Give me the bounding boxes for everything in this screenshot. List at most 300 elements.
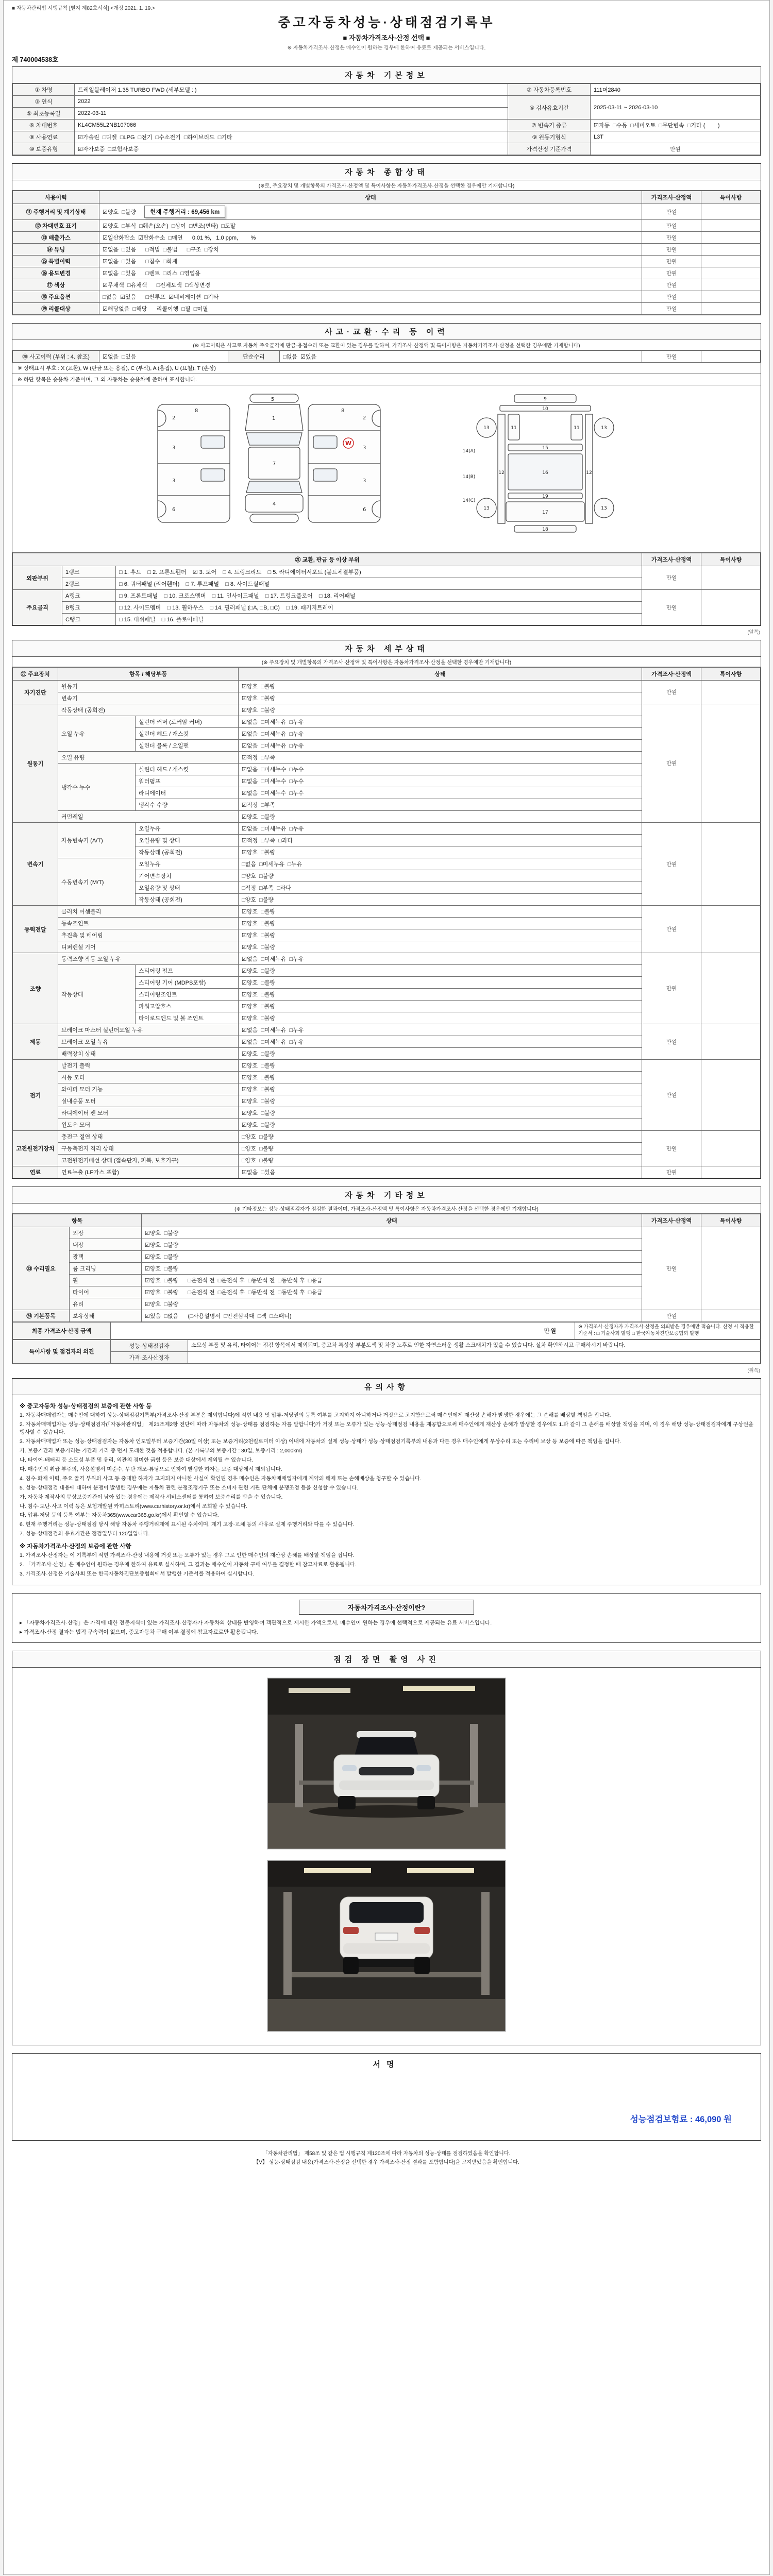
cell-group: 주요골격 <box>13 590 62 625</box>
notice-item: 2. 자동차매매업자는 성능·상태점검자(「자동차관리법」 제21조제2항 전단에 따라 자동차의 성능·상태를 점검하는 자를 말합니다)가 거짓 또는 오류가 있는 성능·상태점검 내용을 제공함으로써 매수인에게 재산상 손해가 발생한 경우에도 1.과 같이 그 손해를 배상할 책임을 지며, 이 경우 해당 성능·상태점검자에게 구상권을 행사할 수 있습니다. <box>20 1421 753 1435</box>
column-header: 사용이력 <box>13 191 99 204</box>
final-amount-label: 최종 가격조사·산정 금액 <box>13 1323 111 1340</box>
svg-text:W: W <box>345 440 352 447</box>
cell-state: ☑없음 □있음 □적법 □불법 □구조 □장치 <box>99 244 642 256</box>
cell-group: ⑲ 리콜대상 <box>13 303 99 315</box>
table-row <box>13 1060 761 1072</box>
section-title-notice: 유의사항 <box>12 1379 761 1395</box>
table-row <box>13 704 761 716</box>
column-header: 항목 <box>13 1214 142 1227</box>
svg-text:14(A): 14(A) <box>462 449 476 454</box>
fuel-checkboxes: ☑가솔린 □디젤 □LPG □전기 □수소전기 □하이브리드 □기타 <box>75 131 508 143</box>
simple-repair-state: □없음 ☑있음 <box>280 351 642 363</box>
cell-price: 만원 <box>642 1166 701 1178</box>
base-price-label: 가격산정 기준가격 <box>508 143 591 155</box>
cell-price: 만원 <box>642 204 701 220</box>
cell-state: ☑무채색 □유채색 □전체도색 □색상변경 <box>99 279 642 291</box>
cell-item: 타이어 <box>70 1286 142 1298</box>
notice-item: 가. 보증기간과 보증거리는 기간과 거리 중 먼저 도래한 것을 적용합니다. (본 기록부의 보증기간 : 30일, 보증거리 : 2,000km) <box>20 1448 303 1454</box>
cell-price: 만원 <box>642 267 701 279</box>
cell-state: □적정 □부족 □과다 <box>239 882 642 894</box>
cell-item: 클러치 어셈블리 <box>58 906 239 918</box>
exterior-panel-diagram <box>125 392 413 546</box>
cell-item: 변속기 <box>58 692 239 704</box>
cell-state: ☑없음 □있음 □침수 □화재 <box>99 256 642 267</box>
notice-item: 5. 성능·상태점검 내용에 대하여 분쟁이 발생한 경우에는 자동차 관련 분쟁조정기구 또는 소비자 관련 기관·단체에 분쟁조정 등을 신청할 수 있습니다. <box>20 1485 358 1491</box>
svg-text:16: 16 <box>542 470 548 476</box>
cell-item: 작동상태 (공회전) <box>58 704 239 716</box>
cell-state: □양호 □불량 <box>239 870 642 882</box>
document-header <box>12 12 761 51</box>
cell-note <box>701 232 761 244</box>
svg-text:19: 19 <box>542 494 548 499</box>
cell-sub: 스티어링조인트 <box>136 989 239 1001</box>
cell-group: ⑬ 배출가스 <box>13 232 99 244</box>
cell-item: 오일 유량 <box>58 752 239 764</box>
cell-price: 만원 <box>642 1024 701 1060</box>
notice-item: 가. 자동차 제작사의 무상보증기간이 남아 있는 경우에는 제작사 서비스센터를 통하여 보증수리를 받을 수 있습니다. <box>20 1494 283 1500</box>
damage-code-legend: ※ 상태표시 부호 : X (교환), W (판금 또는 용접), C (부식), A (흠집), U (요철), T (손상) <box>12 363 761 374</box>
cell-state: ☑양호 □불량 <box>239 929 642 941</box>
etc-table <box>12 1214 761 1322</box>
cell-price: 만원 <box>642 256 701 267</box>
cell-state: ☑양호 □불량 □운전석 전 □운전석 후 □동반석 전 □동반석 후 □응급 <box>142 1286 642 1298</box>
section-note-etc: (※ 기타정보는 성능·상태점검자가 점검한 결과이며, 가격조사·산정액 및 특이사항은 자동차가격조사·산정을 선택한 경우에만 기재합니다) <box>12 1204 761 1214</box>
cell-state: ☑양호 □불량 <box>239 704 642 716</box>
cell-item: 시동 모터 <box>58 1072 239 1083</box>
section-title-etc: 자동차 기타정보 <box>12 1187 761 1204</box>
cell-item: 자동변속기 (A/T) <box>58 823 136 858</box>
cell-state: □없음 ☑있음 □썬루프 ☑네비게이션 □기타 <box>99 291 642 303</box>
cell-state: ☑양호 □불량 현재 주행거리 : 69,456 km <box>99 204 642 220</box>
cell-price: 만원 <box>642 953 701 1024</box>
notice-item: 2. 「가격조사·산정」은 매수인이 원하는 경우에 한하여 유료로 실시하며, 그 결과는 매수인이 자동차 구매 여부를 결정할 때 참고자료로 활용됩니다. <box>20 1562 357 1568</box>
cell-sub: 오일유량 및 상태 <box>136 835 239 846</box>
accident-history-state: ☑없음 □있음 <box>99 351 228 363</box>
svg-text:13: 13 <box>601 426 607 431</box>
cell-price: 만원 <box>642 681 701 704</box>
footer-line-2: 【V】 성능·상태점검 내용(가격조사·산정을 선택한 경우 가격조사·산정 결과를 포함합니다)을 고지받았음을 확인합니다. <box>254 2160 519 2166</box>
table-row <box>13 96 761 108</box>
section-etc-info <box>12 1187 761 1364</box>
notice-block1-title: ※ 중고자동차 성능·상태점검의 보증에 관한 사항 등 <box>20 1403 152 1410</box>
frame-structure-diagram <box>442 392 648 546</box>
cell-note <box>701 704 761 823</box>
cell-state: ☑양호 □불량 <box>239 977 642 989</box>
cell-price: 만원 <box>642 590 701 625</box>
cell-sub: 냉각수 수량 <box>136 799 239 811</box>
cell-state: □양호 □불량 <box>239 1155 642 1166</box>
first-registration-label: ⑤ 최초등록일 <box>13 108 75 120</box>
notice-item: 1. 자동차매매업자는 매수인에 대하여 성능·상태점검기록부(가격조사·산정 부분은 제외합니다)에 적힌 내용 및 압류·저당권의 등록 여부를 고지하지 아니하거나 거짓으로 고지함으로써 매수인에게 재산상 손해가 발생한 경우에는 그 손해를 배상할 책임을 집니다. <box>20 1412 611 1418</box>
cell-note <box>701 256 761 267</box>
cell-item: 동력조향 작동 오일 누유 <box>58 953 239 965</box>
cell-item: 보유상태 <box>70 1310 142 1322</box>
section-title-basic: 자동차 기본정보 <box>12 67 761 83</box>
table-row <box>13 1227 761 1239</box>
notice-item: ▸ 가격조사·산정 결과는 법적 구속력이 없으며, 중고자동차 구매 여부 결정에 참고자료로만 활용됩니다. <box>20 1629 258 1635</box>
cell-item: 배력장치 상태 <box>58 1048 239 1060</box>
photo-rear-lift <box>268 1861 505 2031</box>
inspection-period-value: 2025-03-11 ~ 2026-03-10 <box>591 96 761 120</box>
cell-note <box>701 906 761 953</box>
cell-price: 만원 <box>642 220 701 232</box>
price-survey-note: ※ 자동차가격조사·산정은 매수인이 원하는 경우에 한하여 유료로 제공되는 서비스입니다. <box>287 45 486 51</box>
section-note-comprehensive: (※로, 주요장치 및 개별항목의 가격조사·산정액 및 특이사항은 자동차가격조사·산정을 선택한 경우에만 기재합니다) <box>12 180 761 191</box>
base-price-value: 만원 <box>591 143 761 155</box>
svg-text:7: 7 <box>272 461 276 467</box>
section-comprehensive-state <box>12 163 761 315</box>
cell-state: ☑양호 □불량 <box>239 681 642 692</box>
cell-group: 외판부위 <box>13 566 62 590</box>
column-header: 상태 <box>99 191 642 204</box>
cell-item: 구동축전지 격리 상태 <box>58 1143 239 1155</box>
notice-item: 다. 압류·저당 등의 등록 여부는 자동차365(www.car365.go.kr)에서 확인할 수 있습니다. <box>20 1513 219 1519</box>
cell-item: 연료누출 (LP가스 포함) <box>58 1166 239 1178</box>
table-row <box>13 566 761 578</box>
warranty-type-checkboxes: ☑자가보증 □보험사보증 <box>75 143 508 155</box>
cell-item: 유리 <box>70 1298 142 1310</box>
basic-info-table <box>12 83 761 155</box>
cell-group: 자기진단 <box>13 681 58 704</box>
opinion-label: 특이사항 및 점검자의 의견 <box>13 1340 111 1363</box>
cell-sub: 작동상태 (공회전) <box>136 894 239 906</box>
section-signature <box>12 2053 761 2141</box>
cell-note <box>701 1024 761 1060</box>
cell-group: 고전원전기장치 <box>13 1131 58 1166</box>
cell-state: ☑없음 □있음 □렌트 □리스 □영업용 <box>99 267 642 279</box>
document-sheet <box>3 0 770 2575</box>
cell-price: 만원 <box>642 566 701 590</box>
header-row <box>13 1214 761 1227</box>
table-row <box>13 220 761 232</box>
cell-price: 만원 <box>642 823 701 906</box>
inspection-photo-rear <box>267 1860 506 2031</box>
footer-line-1: 「자동차관리법」 제58조 및 같은 법 시행규칙 제120조에 따라 자동차의 성능·상태를 점검하였음을 확인합니다. <box>262 2151 511 2157</box>
cell-note <box>701 1166 761 1178</box>
cell-price: 만원 <box>642 704 701 823</box>
section-title-accident: 사고·교환·수리 등 이력 <box>12 324 761 340</box>
document-number: 제 740004538호 <box>12 56 59 63</box>
cell-state: ☑없음 □미세누수 □누수 <box>239 764 642 775</box>
cell-note <box>701 566 761 590</box>
cell-state: ☑양호 □불량 <box>142 1263 642 1275</box>
cell-sub: 스티어링 펌프 <box>136 965 239 977</box>
cell-group: ⑮ 특별이력 <box>13 256 99 267</box>
svg-text:4: 4 <box>272 501 276 507</box>
table-row <box>13 204 761 220</box>
cell-state: ☑없음 □미세누유 □누유 <box>239 728 642 740</box>
cell-price: 만원 <box>642 906 701 953</box>
cell-state: ☑없음 □미세누유 □누유 <box>239 740 642 752</box>
cell-note <box>701 303 761 315</box>
section-title-comprehensive: 자동차 종합상태 <box>12 164 761 180</box>
page-marker-back: (뒤쪽) <box>747 1367 760 1374</box>
cell-state: ☑양호 □불량 <box>239 692 642 704</box>
fuel-label: ⑧ 사용연료 <box>13 131 75 143</box>
cell-item: 내장 <box>70 1239 142 1251</box>
cell-item: 브레이크 마스터 실린더오일 누유 <box>58 1024 239 1036</box>
cell-group: ㉓ 수리필요 <box>13 1227 70 1310</box>
cell-state: □없음 □미세누유 □누유 <box>239 858 642 870</box>
cell-sub: 기어변속장치 <box>136 870 239 882</box>
section-accident-history <box>12 323 761 626</box>
cell-state: ☑양호 □불량 <box>239 1048 642 1060</box>
cell-sub: 실린더 헤드 / 개스킷 <box>136 764 239 775</box>
opinion-table <box>12 1340 761 1364</box>
cell-note <box>701 590 761 625</box>
table-row <box>13 291 761 303</box>
table-row <box>13 1323 761 1340</box>
table-row <box>13 953 761 965</box>
accident-history-table <box>12 350 761 363</box>
section-title-detail: 자동차 세부상태 <box>12 640 761 657</box>
cell-item: 충전구 절연 상태 <box>58 1131 239 1143</box>
table-row <box>13 681 761 692</box>
cell-state: ☑양호 □불량 <box>239 1095 642 1107</box>
cell-price: 만원 <box>642 244 701 256</box>
svg-text:6: 6 <box>363 507 366 513</box>
cell-state: ☑양호 □불량 <box>239 1060 642 1072</box>
cell-state: ☑양호 □불량 <box>142 1239 642 1251</box>
notice-item: 1. 가격조사·산정자는 이 기록부에 적힌 가격조사·산정 내용에 거짓 또는 오류가 있는 경우 그로 인한 매수인의 재산상 손해를 배상할 책임을 집니다. <box>20 1552 355 1558</box>
vin-value: KL4CM55L2NB107066 <box>75 120 508 131</box>
section-detail-state <box>12 640 761 1179</box>
cell-item: 디퍼렌셜 기어 <box>58 941 239 953</box>
cell-price: 만원 <box>642 1131 701 1166</box>
table-row <box>13 351 761 363</box>
cell-state: ☑양호 □불량 <box>239 811 642 823</box>
column-header: 항목 / 해당부품 <box>58 668 239 681</box>
cell-item: 원동기 <box>58 681 239 692</box>
car-name-label: ① 차명 <box>13 84 75 96</box>
cell-state: ☑없음 □있음 <box>239 1166 642 1178</box>
table-row <box>13 303 761 315</box>
column-header: 가격조사·산정액 <box>642 191 701 204</box>
table-row <box>13 256 761 267</box>
cell-price: 만원 <box>642 303 701 315</box>
page-marker-front: (앞쪽) <box>747 630 760 635</box>
opinion-text-inspector: 소모성 부품 및 유리, 타이어는 점검 항목에서 제외되며, 중고차 특성상 부분도색 및 차량 노후로 인한 자연스러운 생활 스크래치가 있을 수 있습니다. 실차 확인하시고 구매하시기 바랍니다. <box>188 1340 761 1351</box>
cell-item: 윈도우 모터 <box>58 1119 239 1131</box>
notice-item: 3. 자동차매매업자 또는 성능·상태점검자는 자동차 인도일부터 보증기간(30일 이상) 또는 보증거리(2천킬로미터 이상) 이내에 자동차의 실제 성능·상태가 성능·상태점검기록부의 내용과 다른 경우 매수인에게 무상수리 또는 수리비 보상 등 보증에 따른 책임을 집니다. <box>20 1438 621 1445</box>
detail-table <box>12 667 761 1178</box>
engine-type-value: L3T <box>591 131 761 143</box>
first-registration-value: 2022-03-11 <box>75 108 508 120</box>
cell-group: ⑱ 주요옵션 <box>13 291 99 303</box>
cell-state: □양호 □불량 <box>239 894 642 906</box>
cell-item: 광택 <box>70 1251 142 1263</box>
notice-item: 3. 가격조사·산정은 기술사회 또는 한국자동차진단보증협회에서 발행한 기준서를 적용하여 실시합니다. <box>20 1571 255 1577</box>
transmission-label: ⑦ 변속기 종류 <box>508 120 591 131</box>
cell-item: 추진축 및 베어링 <box>58 929 239 941</box>
cell-item: 수동변속기 (M/T) <box>58 858 136 906</box>
cell-group: 원동기 <box>13 704 58 823</box>
pricedef-paragraphs <box>20 1619 753 1637</box>
table-row <box>13 590 761 602</box>
svg-text:3: 3 <box>172 478 176 484</box>
cell-item: C랭크 <box>62 614 116 625</box>
cell-sub: 파워고압호스 <box>136 1001 239 1012</box>
cell-item: 외장 <box>70 1227 142 1239</box>
signature-body <box>12 2054 761 2140</box>
cell-sub: 오일누유 <box>136 858 239 870</box>
cell-state: ☑양호 □불량 <box>239 1072 642 1083</box>
cell-item: A랭크 <box>62 590 116 602</box>
cell-item: 고전원전기배선 상태 (접속단자, 피복, 보호기구) <box>58 1155 239 1166</box>
svg-text:13: 13 <box>483 426 490 431</box>
cell-group: 변속기 <box>13 823 58 906</box>
cell-group: ㉔ 기본품목 <box>13 1310 70 1322</box>
cell-state: ☑양호 □불량 <box>239 965 642 977</box>
cell-note <box>701 244 761 256</box>
cell-state: □양호 □불량 <box>239 1143 642 1155</box>
column-header: 가격조사·산정액 <box>642 553 701 566</box>
cell-state: ☑양호 □불량 <box>239 1001 642 1012</box>
cell-note <box>701 681 761 704</box>
vin-label: ⑥ 차대번호 <box>13 120 75 131</box>
cell-item: 작동상태 <box>58 965 136 1024</box>
column-header: 특이사항 <box>701 553 761 566</box>
model-year-label: ③ 연식 <box>13 96 75 108</box>
table-row <box>13 823 761 835</box>
svg-text:11: 11 <box>574 426 580 431</box>
svg-text:2: 2 <box>172 415 176 421</box>
opinion-role-inspector: 성능·상태점검자 <box>111 1340 188 1351</box>
engine-type-label: ⑨ 원동기형식 <box>508 131 591 143</box>
table-row <box>13 279 761 291</box>
cell-sub: 스티어링 기어 (MDPS포함) <box>136 977 239 989</box>
cell-state: □ 9. 프론트패널 □ 10. 크로스멤버 □ 11. 인사이드패널 □ 17. 트렁크플로어 □ 18. 리어패널 <box>116 590 642 602</box>
svg-text:15: 15 <box>542 446 548 451</box>
table-row <box>13 1131 761 1143</box>
cell-sub: 실린더 커버 (로커암 커버) <box>136 716 239 728</box>
opinion-text-appraiser <box>188 1351 761 1363</box>
parts-table <box>12 553 761 625</box>
table-row <box>13 1351 761 1363</box>
cell-group: ⑪ 주행거리 및 계기상태 <box>13 204 99 220</box>
opinion-role-appraiser: 가격·조사산정자 <box>111 1351 188 1363</box>
table-row <box>13 1310 761 1322</box>
cell-item: 와이퍼 모터 기능 <box>58 1083 239 1095</box>
cell-group: ⑫ 차대번호 표기 <box>13 220 99 232</box>
cell-item: 실내송풍 모터 <box>58 1095 239 1107</box>
table-row <box>13 267 761 279</box>
damage-marker-w <box>343 438 354 448</box>
document-title: 중고자동차성능·상태점검기록부 <box>278 15 495 30</box>
section-price-survey-definition <box>12 1593 761 1643</box>
cell-sub: 실린더 블록 / 오일팬 <box>136 740 239 752</box>
pricedef-title: 자동차가격조사·산정이란? <box>299 1600 474 1615</box>
price-survey-select-label: ■ 자동차가격조사·산정 선택 ■ <box>343 34 430 42</box>
cell-state: ☑적정 □부족 <box>239 752 642 764</box>
notice-item: ▸ 「자동차가격조사·산정」은 가격에 대한 전문지식이 있는 가격조사·산정자가 자동차의 상태를 반영하여 객관적으로 제시한 가액으로서, 매수인이 원하는 경우에 선택적으로 제공되는 유료 서비스입니다. <box>20 1619 492 1626</box>
cell-group: 조향 <box>13 953 58 1024</box>
cell-sub: 타이로드엔드 및 볼 조인트 <box>136 1012 239 1024</box>
cell-group: ⑯ 용도변경 <box>13 267 99 279</box>
cell-sub: 오일누유 <box>136 823 239 835</box>
table-row <box>13 1340 761 1351</box>
table-row <box>13 131 761 143</box>
transmission-checkboxes: ☑자동 □수동 □세미오토 □무단변속 □기타 ( ) <box>591 120 761 131</box>
cell-note <box>701 291 761 303</box>
cell-price: 만원 <box>642 1227 701 1310</box>
table-row <box>13 143 761 155</box>
svg-text:13: 13 <box>483 506 490 511</box>
cell-state: ☑양호 □부식 □훼손(오손) □상이 □변조(변타) □도말 <box>99 220 642 232</box>
photo-front-lift <box>268 1679 505 1849</box>
cell-note <box>701 953 761 1024</box>
cell-note <box>701 220 761 232</box>
cell-sub: 실린더 헤드 / 개스킷 <box>136 728 239 740</box>
insurance-fee: 성능점검보험료 : 46,090 원 <box>630 2115 732 2125</box>
cell-state: ☑해당없음 □해당 리콜이행 □필 □미필 <box>99 303 642 315</box>
cell-state: ☑없음 □미세누유 □누유 <box>239 1036 642 1048</box>
notice-item: 4. 침수·화재 이력, 주요 골격 부위의 사고 등 중대한 하자가 고지되지 아니한 사실이 확인된 경우 매수인은 자동차매매업자에게 계약의 해제 또는 손해배상을 청구할 수 있습니다. <box>20 1476 422 1482</box>
cell-price: 만원 <box>642 1310 701 1322</box>
column-header: 가격조사·산정액 <box>642 1214 701 1227</box>
damage-code-legend-2: ※ 하단 항목은 승용차 기준이며, 그 외 자동차는 승용차에 준하여 표시합니다. <box>12 374 761 385</box>
cell-state: ☑양호 □불량 <box>142 1251 642 1263</box>
table-row <box>13 1024 761 1036</box>
cell-state: ☑적정 □부족 <box>239 799 642 811</box>
table-row <box>13 120 761 131</box>
table-row <box>13 244 761 256</box>
cell-item: 브레이크 오일 누유 <box>58 1036 239 1048</box>
svg-text:3: 3 <box>172 445 176 451</box>
cell-state: ☑양호 □불량 <box>239 1012 642 1024</box>
cell-note <box>701 351 761 363</box>
cell-note <box>701 1131 761 1166</box>
svg-text:8: 8 <box>195 408 198 414</box>
notice-body <box>12 1395 761 1585</box>
header-row <box>13 191 761 204</box>
cell-item: 1랭크 <box>62 566 116 578</box>
cell-state: ☑있음 □없음 (□사용설명서 □안전삼각대 □잭 □스패너) <box>142 1310 642 1322</box>
cell-state: ☑없음 □미세누유 □누유 <box>239 1024 642 1036</box>
table-row <box>13 84 761 96</box>
svg-text:2: 2 <box>363 415 366 421</box>
notice-block2-title: ※ 자동차가격조사·산정의 보증에 관한 사항 <box>20 1543 131 1550</box>
notice-block1 <box>20 1412 753 1538</box>
cell-state: ☑일산화탄소 ☑탄화수소 □매연 0.01 %, 1.0 ppm, % <box>99 232 642 244</box>
section-note-accident: (※ 사고이력은 사고로 자동차 주요골격에 판금·용접수리 또는 교환이 있는 경우를 말하며, 가격조사·산정액 및 특이사항은 자동차가격조사·산정을 선택한 경우에만 기재합니다) <box>12 340 761 350</box>
cell-state: ☑없음 □미세누유 □누유 <box>239 953 642 965</box>
inspection-period-label: ④ 검사유효기간 <box>508 96 591 120</box>
table-row <box>13 906 761 918</box>
cell-item: 커먼레일 <box>58 811 239 823</box>
cell-state: ☑양호 □불량 <box>239 941 642 953</box>
cell-state: □ 12. 사이드멤버 □ 13. 휠하우스 □ 14. 필러패널 (□A, □B, □C) □ 19. 패키지트레이 <box>116 602 642 614</box>
table-row <box>13 232 761 244</box>
cell-state: ☑양호 □불량 □운전석 전 □운전석 후 □동반석 전 □동반석 후 □응급 <box>142 1275 642 1286</box>
svg-text:10: 10 <box>542 406 548 412</box>
cell-state: ☑없음 □미세누수 □누수 <box>239 775 642 787</box>
cell-item: 2랭크 <box>62 578 116 590</box>
section-title-photos: 점검 장면 촬영 사진 <box>12 1651 761 1668</box>
svg-text:3: 3 <box>363 478 366 484</box>
table-row <box>13 1166 761 1178</box>
svg-text:14(C): 14(C) <box>462 498 476 503</box>
column-header: ㉑ 교환, 판금 등 이상 부위 <box>13 553 642 566</box>
svg-text:1: 1 <box>272 416 276 421</box>
header-row <box>13 668 761 681</box>
svg-text:9: 9 <box>544 397 547 402</box>
final-amount-note: ※ 가격조사·산정자가 가격조사·산정을 의뢰받은 경우에만 적습니다. 산정 시 적용한 기준서 : □ 기술사회 발행 □ 한국자동차진단보증협회 발행 <box>575 1323 761 1340</box>
cell-sub: 라디에이터 <box>136 787 239 799</box>
column-header: 가격조사·산정액 <box>642 668 701 681</box>
model-year-value: 2022 <box>75 96 508 108</box>
